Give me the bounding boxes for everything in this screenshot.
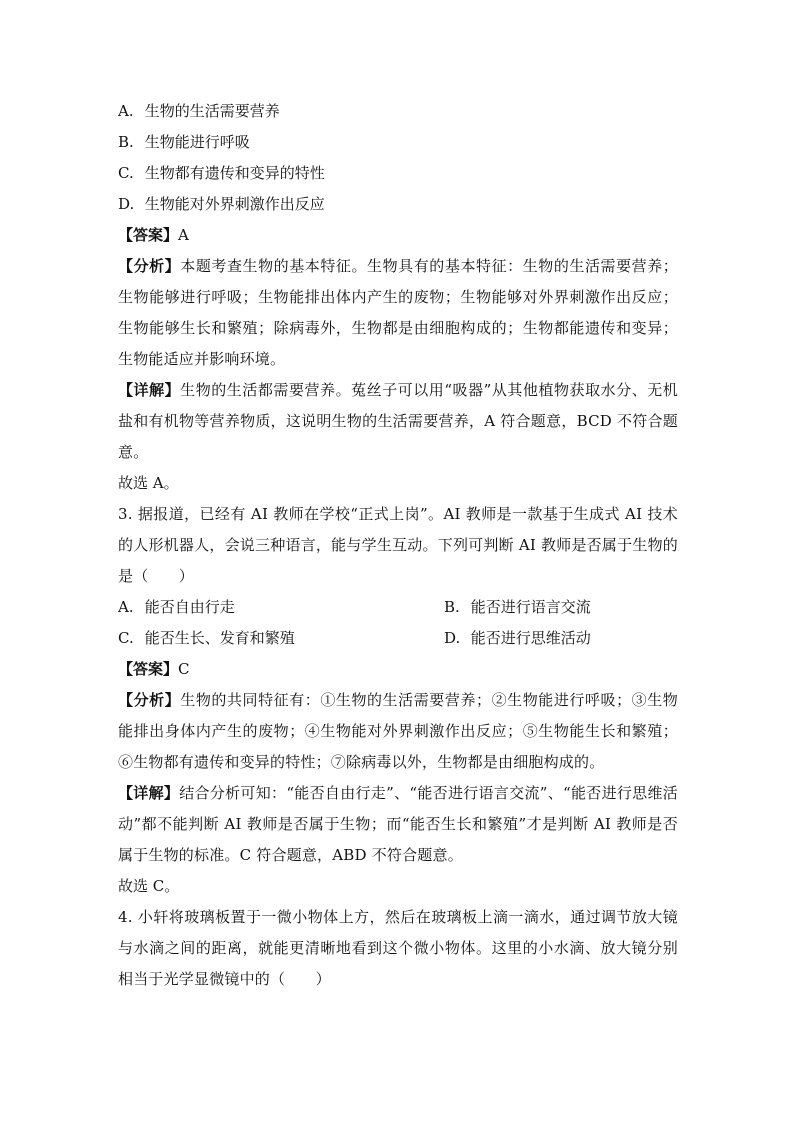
q3-conclusion: 故选 C。 <box>118 877 180 895</box>
q2-detail-text: 生物的生活都需要营养。菟丝子可以用“吸器”从其他植物获取水分、无机盐和有机物等营养物质，这说明生物的生活需要营养，A 符合题意，BCD 不符合题意。 <box>118 381 678 461</box>
q3-option-d-letter: D. <box>444 629 461 647</box>
q3-detail-text: 结合分析可知：“能否自由行走”、“能否进行语言交流”、“能否进行思维活动”都不能判断 AI 教师是否属于生物；而“能否生长和繁殖”才是判断 AI 教师是否属于生物的标准。C 符合题意，ABD 不符合题意。 <box>118 784 678 864</box>
q2-option-c <box>118 158 678 189</box>
q3-detail <box>118 778 678 871</box>
q3-option-d-text: 能否进行思维活动 <box>470 629 591 647</box>
q3-option-b-letter: B. <box>444 598 460 616</box>
q2-analysis-text: 本题考查生物的基本特征。生物具有的基本特征：生物的生活需要营养；生物能够进行呼吸；生物能排出体内产生的废物；生物能够对外界刺激作出反应；生物能够生长和繁殖；除病毒外，生物都是由细胞构成的；生物都能遗传和变异；生物能适应并影响环境。 <box>118 257 678 368</box>
q2-option-d-letter: D. <box>118 195 135 213</box>
q2-detail-tag: 【详解】 <box>118 381 181 399</box>
q2-option-a-letter: A. <box>118 102 134 120</box>
q2-answer-value: A <box>178 226 189 244</box>
document-page <box>118 96 678 995</box>
q3-detail-tag: 【详解】 <box>118 784 180 802</box>
q2-detail <box>118 375 678 468</box>
q3-answer-tag: 【答案】 <box>118 660 179 678</box>
q2-option-d-text: 生物能对外界刺激作出反应 <box>144 195 325 213</box>
q3-options-row-1 <box>118 592 678 623</box>
q2-conclusion: 故选 A。 <box>118 474 179 492</box>
q3-stem: 3. 据报道，已经有 AI 教师在学校“正式上岗”。AI 教师是一款基于生成式 AI 技术的人形机器人，会说三种语言，能与学生互动。下列可判断 AI 教师是否属于生物的是（ ） <box>118 505 678 585</box>
q2-option-c-letter: C. <box>118 164 134 182</box>
q3-option-b-text: 能否进行语言交流 <box>470 598 591 616</box>
q2-option-b-text: 生物能进行呼吸 <box>144 133 250 151</box>
q3-option-a <box>118 592 444 623</box>
q4-stem: 4. 小轩将玻璃板置于一微小物体上方，然后在玻璃板上滴一滴水，通过调节放大镜与水滴之间的距离，就能更清晰地看到这个微小物体。这里的小水滴、放大镜分别相当于光学显微镜中的（ ） <box>118 908 678 988</box>
q3-option-c-letter: C. <box>118 629 134 647</box>
q2-analysis-tag: 【分析】 <box>118 257 181 275</box>
q2-option-b <box>118 127 678 158</box>
q3-option-c <box>118 623 444 654</box>
q2-option-b-letter: B. <box>118 133 134 151</box>
q2-option-a <box>118 96 678 127</box>
q2-analysis <box>118 251 678 375</box>
q3-answer <box>118 654 678 685</box>
q2-option-c-text: 生物都有遗传和变异的特性 <box>144 164 325 182</box>
q3-analysis-tag: 【分析】 <box>118 691 181 709</box>
q2-option-a-text: 生物的生活需要营养 <box>144 102 280 120</box>
q3-answer-value: C <box>178 660 190 678</box>
q2-answer <box>118 220 678 251</box>
q3-option-c-text: 能否生长、发育和繁殖 <box>144 629 295 647</box>
q3-options-row-2 <box>118 623 678 654</box>
q2-answer-tag: 【答案】 <box>118 226 179 244</box>
q3-analysis <box>118 685 678 778</box>
q2-option-d <box>118 189 678 220</box>
q3-analysis-text: 生物的共同特征有：①生物的生活需要营养；②生物能进行呼吸；③生物能排出身体内产生的废物；④生物能对外界刺激作出反应；⑤生物能生长和繁殖；⑥生物都有遗传和变异的特性；⑦除病毒以外，生物都是由细胞构成的。 <box>118 691 678 771</box>
q3-option-a-letter: A. <box>118 598 134 616</box>
q3-option-a-text: 能否自由行走 <box>144 598 235 616</box>
q3-option-b <box>444 592 591 623</box>
q3-option-d <box>444 623 591 654</box>
